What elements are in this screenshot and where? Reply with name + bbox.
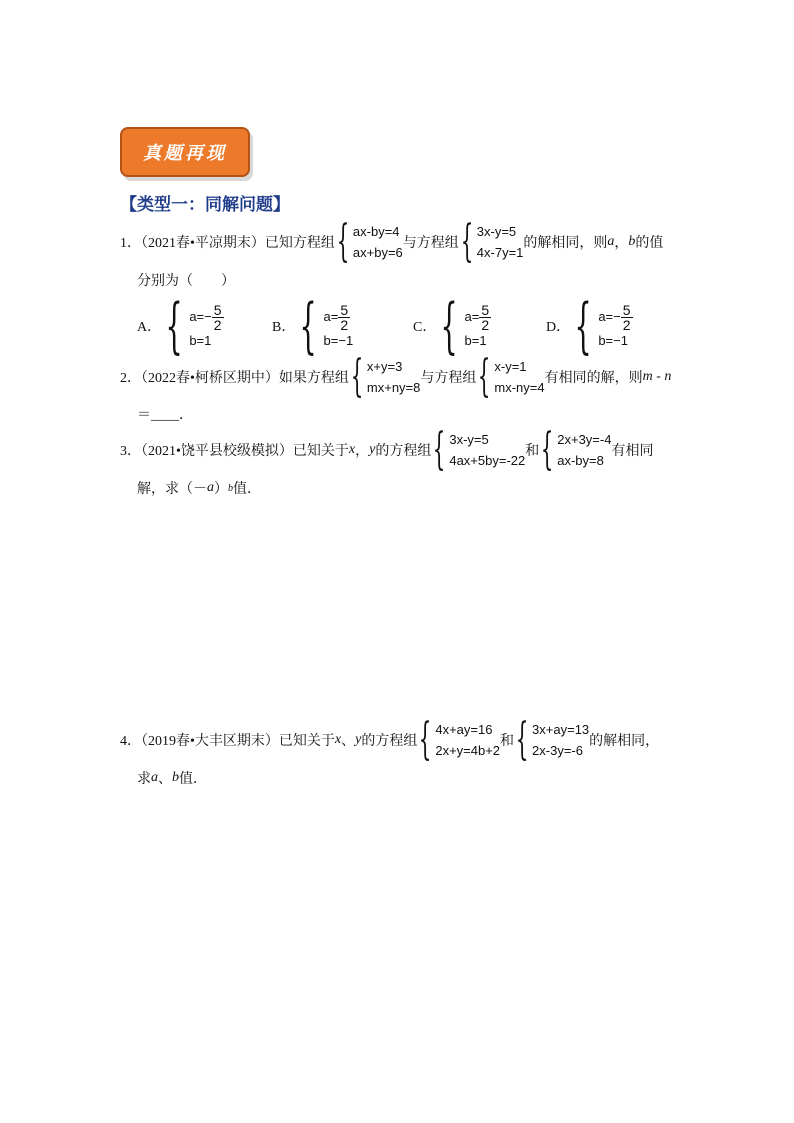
q3-mid: 的方程组: [375, 444, 432, 459]
option-a-value: a=: [464, 309, 480, 324]
brace-icon: {: [440, 291, 459, 361]
q2-suffix: 有相同的解，则: [544, 371, 643, 386]
q3-var-a: a: [207, 480, 214, 495]
question-4-line-1: [120, 714, 660, 765]
q2-system-2: [476, 351, 545, 402]
q1-system-1: [335, 216, 403, 267]
q4-sep: 、: [341, 734, 356, 749]
question-2-line-2: ＝____．: [137, 408, 193, 423]
q4-prefix: 4．（2019春•大丰区期末）已知关于: [120, 734, 335, 749]
q3-sys1-eq2: 4ax+5by=-22: [449, 453, 526, 468]
brace-icon: {: [515, 714, 529, 765]
q4-var-a: a: [151, 770, 158, 785]
q2-sys1-eq1: x+y=3: [366, 359, 403, 374]
brace-icon: {: [540, 424, 554, 475]
q1-comma: ，: [614, 236, 629, 251]
option-label: A．: [137, 320, 162, 335]
fraction-denominator: 2: [481, 316, 490, 333]
q1-var-a: a: [607, 234, 615, 249]
q3-var-x: x: [348, 442, 356, 457]
brace-icon: {: [574, 291, 592, 361]
q2-system-1: [349, 351, 421, 402]
badge-label: 真题再现: [143, 143, 227, 164]
option-a-value: a=: [323, 309, 339, 324]
fraction-numerator: 5: [213, 301, 222, 318]
q3-and: 和: [525, 444, 540, 459]
option-label: C．: [413, 320, 437, 335]
q4-line2-a: 求: [137, 772, 151, 787]
q3-sys2-eq1: 2x+3y=-4: [557, 432, 612, 447]
option-b-value: b=1: [464, 332, 487, 348]
option-b-value: b=−1: [323, 332, 354, 348]
q3-var-y: y: [369, 442, 376, 457]
brace-icon: {: [299, 291, 318, 361]
q1-system-2: [459, 216, 524, 267]
question-3-line-2: [137, 478, 261, 498]
q4-line2-b: 值．: [179, 772, 207, 787]
q4-and: 和: [500, 734, 515, 749]
question-1-line-1: [120, 216, 664, 267]
q1-suffix: 的解相同，则: [523, 236, 608, 251]
question-1-line-2: 分别为（ ）: [137, 274, 235, 289]
option-a-value: a=−: [189, 309, 212, 324]
q4-system-2: [514, 714, 590, 765]
q4-sys1-eq1: 4x+ay=16: [435, 722, 493, 737]
q4-suffix: 的解相同，: [589, 734, 660, 749]
q4-sys1-eq2: 2x+y=4b+2: [435, 743, 501, 758]
q3-system-2: [539, 424, 612, 475]
question-2-line-1: [120, 351, 672, 402]
q2-expression: m - n: [642, 369, 672, 384]
q1-sys1-eq2: ax+by=6: [352, 245, 403, 260]
fraction-numerator: 5: [481, 301, 490, 318]
q3-sys2-eq2: ax-by=8: [557, 453, 604, 468]
q4-system-1: [417, 714, 501, 765]
q4-var-x: x: [334, 732, 342, 747]
brace-icon: {: [433, 424, 446, 475]
q3-exponent-b: b: [228, 482, 233, 494]
q4-sys2-eq1: 3x+ay=13: [532, 722, 590, 737]
fraction-denominator: 2: [340, 316, 349, 333]
question-4-line-2: [137, 768, 207, 788]
q3-line2-b: ）: [214, 482, 228, 497]
q4-var-y: y: [355, 732, 362, 747]
brace-icon: {: [460, 216, 474, 267]
section-title: 【类型一：同解问题】: [120, 195, 290, 215]
q2-sys2-eq2: mx-ny=4: [494, 380, 545, 395]
q1-option-b[interactable]: [272, 291, 354, 361]
q2-mid: 与方程组: [420, 371, 477, 386]
q1-sys1-eq1: ax-by=4: [352, 224, 400, 239]
q1-sys2-eq2: 4x-7y=1: [476, 245, 524, 260]
q3-comma: ，: [355, 444, 370, 459]
q1-sys2-eq1: 3x-y=5: [476, 224, 517, 239]
q3-sys1-eq1: 3x-y=5: [449, 432, 489, 447]
q4-mid: 的方程组: [361, 734, 418, 749]
q2-sys2-eq1: x-y=1: [494, 359, 527, 374]
option-a-value: a=−: [598, 309, 621, 324]
q2-prefix: 2．（2022春•柯桥区期中）如果方程组: [120, 371, 349, 386]
q1-mid: 与方程组: [402, 236, 459, 251]
q1-option-c[interactable]: [413, 291, 491, 361]
option-b-value: b=−1: [598, 332, 628, 348]
brace-icon: {: [350, 351, 364, 402]
q3-system-1: [431, 424, 526, 475]
brace-icon: {: [336, 216, 350, 267]
q3-prefix: 3．（2021•饶平县校级模拟）已知关于: [120, 444, 349, 459]
q4-sep2: 、: [158, 772, 172, 787]
q1-var-b: b: [628, 234, 636, 249]
fraction-numerator: 5: [622, 301, 631, 318]
brace-icon: {: [419, 714, 432, 765]
fraction-denominator: 2: [622, 316, 631, 333]
q1-option-a[interactable]: [137, 291, 224, 361]
section-badge: [120, 127, 250, 177]
brace-icon: {: [478, 351, 491, 402]
q3-line2-c: 值．: [233, 482, 261, 497]
option-b-value: b=1: [189, 332, 212, 348]
q1-tail: 的值: [635, 236, 664, 251]
q2-sys1-eq2: mx+ny=8: [366, 380, 421, 395]
option-label: D．: [546, 320, 571, 335]
q1-prefix: 1．（2021春•平凉期末）已知方程组: [120, 236, 335, 251]
q3-line2-a: 解，求（－: [137, 482, 207, 497]
option-label: B．: [272, 320, 296, 335]
q3-suffix: 有相同: [611, 444, 654, 459]
brace-icon: {: [165, 291, 183, 361]
q4-sys2-eq2: 2x-3y=-6: [532, 743, 583, 758]
question-3-line-1: [120, 424, 654, 475]
fraction-numerator: 5: [340, 301, 349, 318]
q1-option-d[interactable]: [546, 291, 633, 361]
q4-var-b: b: [172, 770, 179, 785]
fraction-denominator: 2: [213, 316, 222, 333]
